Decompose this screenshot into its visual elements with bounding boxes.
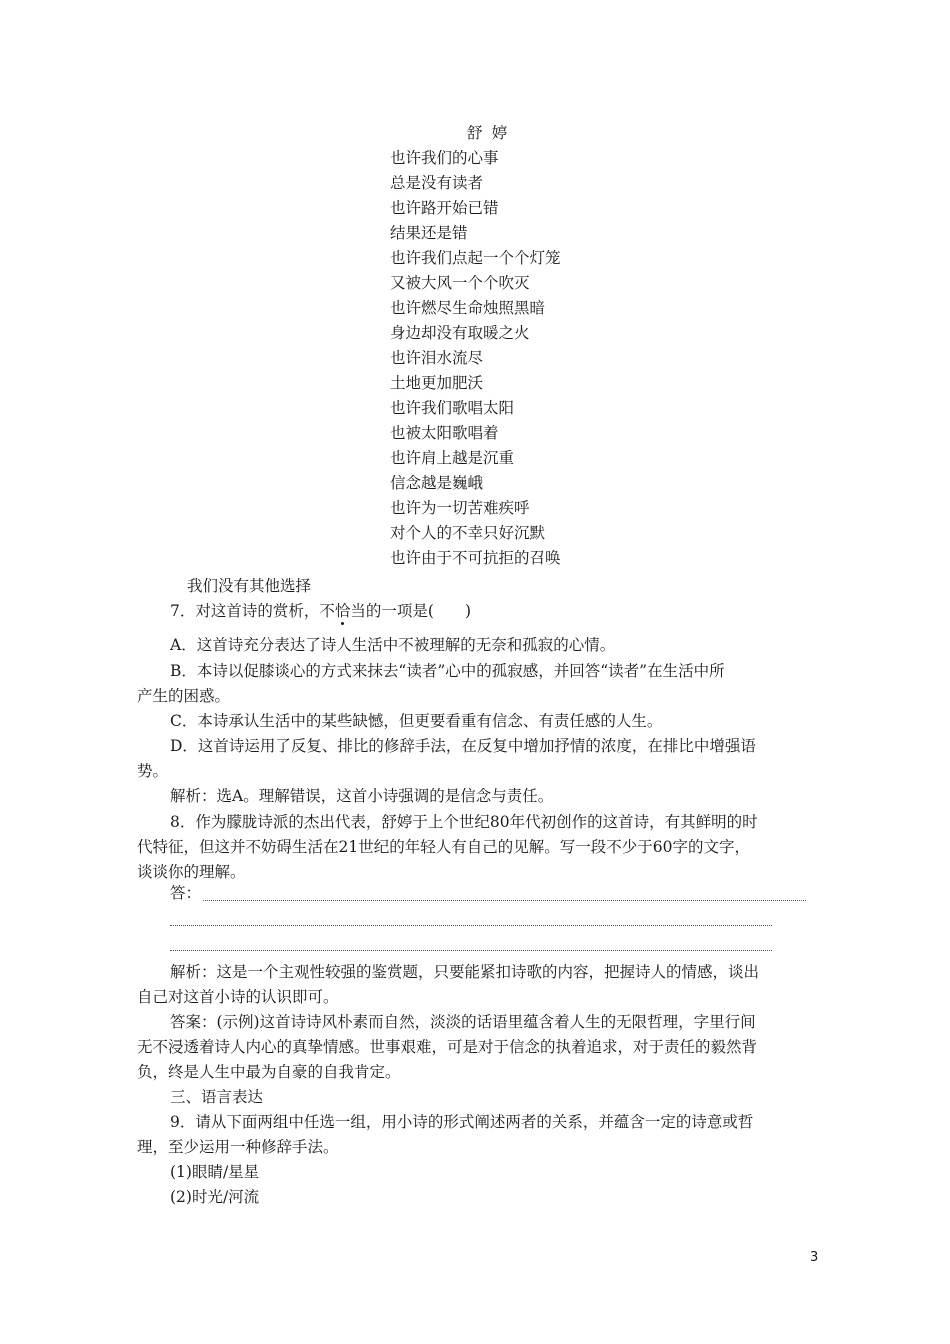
poem-line: 也许燃尽生命烛照黑暗 (390, 299, 546, 317)
q7-option-d: D．这首诗运用了反复、排比的修辞手法，在反复中增加抒情的浓度，在排比中增强语 (170, 737, 756, 755)
q7-option-b-cont: 产生的困惑。 (137, 687, 231, 705)
q7-stem-before: 7．对这首诗的赏析， (170, 602, 320, 620)
q8-stem-cont: 代特征，但这并不妨碍生活在21世纪的年轻人有自己的见解。写一段不少于60字的文字， (137, 838, 750, 856)
poem-line: 也许由于不可抗拒的召唤 (390, 549, 561, 567)
q7-stem (170, 601, 471, 621)
q9-stem-cont: 理，至少运用一种修辞手法。 (137, 1138, 339, 1156)
poem-line: 又被大风一个个吹灭 (390, 274, 530, 292)
poem-line: 也许为一切苦难疾呼 (390, 499, 530, 517)
q7-option-b: B．本诗以促膝谈心的方式来抹去“读者”心中的孤寂感，并回答“读者”在生活中所 (170, 662, 725, 680)
q7-stem-emphasis: 不恰当 (319, 602, 366, 620)
poem-line: 也许我们点起一个个灯笼 (390, 249, 561, 267)
answer-line[interactable] (170, 950, 772, 951)
poem-last-line: 我们没有其他选择 (187, 577, 312, 595)
q7-analysis: 解析：选A。理解错误，这首小诗强调的是信念与责任。 (170, 787, 554, 805)
poem-line: 总是没有读者 (390, 174, 484, 192)
q8-answer-cont: 无不浸透着诗人内心的真挚情感。世事艰难，可是对于信念的执着追求，对于责任的毅然背 (137, 1038, 758, 1056)
q8-answer-label: 答： (170, 884, 202, 902)
poem-line: 也被太阳歌唱着 (390, 424, 499, 442)
q8-answer: 答案：(示例)这首诗诗风朴素而自然，淡淡的话语里蕴含着人生的无限哲理，字里行间 (170, 1013, 756, 1031)
q8-answer-cont: 负，终是人生中最为自豪的自我肯定。 (137, 1063, 401, 1081)
poem-line: 也许肩上越是沉重 (390, 449, 515, 467)
answer-line[interactable] (203, 900, 806, 901)
q8-analysis: 解析：这是一个主观性较强的鉴赏题，只要能紧扣诗歌的内容，把握诗人的情感，谈出 (170, 963, 760, 981)
q9-choice-2: (2)时光/河流 (170, 1188, 260, 1206)
q7-option-d-cont: 势。 (137, 762, 169, 780)
poem-line: 土地更加肥沃 (390, 374, 484, 392)
q7-option-a: A．这首诗充分表达了诗人生活中不被理解的无奈和孤寂的心情。 (170, 636, 616, 654)
page-number: 3 (810, 1250, 819, 1265)
poem-line: 也许路开始已错 (390, 199, 499, 217)
q8-stem-cont: 谈谈你的理解。 (137, 863, 246, 881)
poem-line: 也许泪水流尽 (390, 349, 484, 367)
poem-line: 也许我们的心事 (390, 149, 499, 167)
q9-stem: 9．请从下面两组中任选一组，用小诗的形式阐述两者的关系，并蕴含一定的诗意或哲 (170, 1113, 754, 1131)
poem-line: 身边却没有取暖之火 (390, 324, 530, 342)
q7-option-c: C．本诗承认生活中的某些缺憾，但更要看重有信念、有责任感的人生。 (170, 712, 663, 730)
poem-line: 结果还是错 (390, 224, 468, 242)
poem-author: 舒婷 (467, 124, 517, 142)
q9-choice-1: (1)眼睛/星星 (170, 1163, 260, 1181)
q7-stem-after: 的一项是( ) (365, 602, 471, 620)
q8-stem: 8．作为朦胧诗派的杰出代表，舒婷于上个世纪80年代初创作的这首诗，有其鲜明的时 (170, 813, 758, 831)
poem-line: 信念越是巍峨 (390, 474, 484, 492)
poem-line: 也许我们歌唱太阳 (390, 399, 515, 417)
q8-analysis-cont: 自己对这首小诗的认识即可。 (137, 988, 339, 1006)
poem-line: 对个人的不幸只好沉默 (390, 524, 546, 542)
section-title: 三、语言表达 (170, 1088, 264, 1106)
answer-line[interactable] (170, 925, 772, 926)
